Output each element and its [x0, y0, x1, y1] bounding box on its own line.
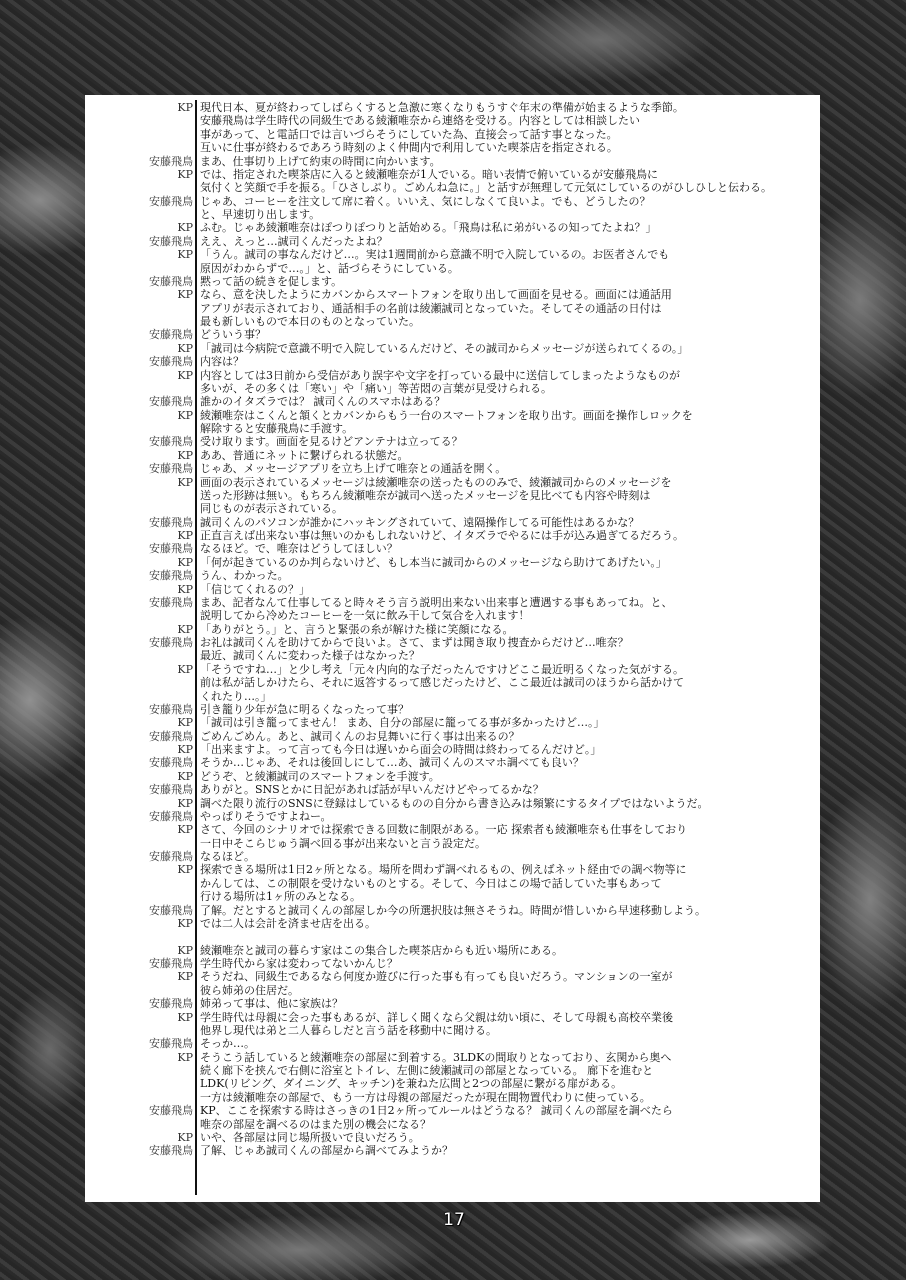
dialogue-text: 説明してから冷めたコーヒーを一気に飲み干して気合を入れます！: [200, 609, 530, 623]
dialogue-line: [85, 208, 820, 221]
dialogue-text: 他界し現代は弟と二人暮らしだと言う話を移動中に聞ける。: [200, 1023, 497, 1037]
dialogue-text: 了解。だとすると誠司くんの部屋しか今の所選択肢は無さそうね。時間が惜しいから早速移動しよう。: [200, 903, 706, 917]
speaker-label: 安藤飛鳥: [149, 435, 193, 449]
dialogue-line: [85, 248, 820, 261]
dialogue-text: 安藤飛鳥は学生時代の同級生である綾瀬唯奈から連絡を受ける。内容としては相談したい: [200, 114, 640, 128]
dialogue-line: [85, 476, 820, 489]
speaker-label: 安藤飛鳥: [149, 328, 193, 342]
dialogue-line: [85, 837, 820, 850]
dialogue-text: 最近、誠司くんに変わった様子はなかった？: [200, 649, 420, 663]
dialogue-text: 調べた限り流行のSNSに登録はしているものの自分から書き込みは頻繁にするタイプではないようだ。: [200, 796, 709, 810]
speaker-label: KP: [177, 101, 193, 114]
dialogue-text: 誠司くんのパソコンが誰かにハッキングされていて、遠隔操作してる可能性はあるかな？: [200, 515, 640, 529]
dialogue-text: では二人は会計を済ませ店を出る。: [200, 916, 376, 930]
dialogue-text: 了解、じゃあ誠司くんの部屋から調べてみようか？: [200, 1144, 453, 1158]
dialogue-line: [85, 783, 820, 796]
dialogue-text: 綾瀬唯奈と誠司の暮らす家はこの集合した喫茶店からも近い場所にある。: [200, 943, 563, 957]
speaker-label: 安藤飛鳥: [149, 997, 193, 1011]
speaker-label: 安藤飛鳥: [149, 702, 193, 716]
dialogue-text: 「うん。誠司の事なんだけど…。実は1週間前から意識不明で入院しているの。お医者さんでも: [200, 248, 670, 262]
dialogue-line: [85, 770, 820, 783]
speaker-label: 安藤飛鳥: [149, 783, 193, 797]
speaker-label: 安藤飛鳥: [149, 729, 193, 743]
dialogue-text: 「ありがとう。」と、言うと緊張の糸が解けた様に笑顔になる。: [200, 622, 514, 636]
dialogue-text: 気付くと笑顔で手を振る。「ひさしぶり。ごめんね急に。」と話すが無理して元気にしているのがひしひしと伝わる。: [200, 181, 772, 195]
dialogue-text: お礼は誠司くんを助けてからで良いよ。さて、まずは聞き取り捜査からだけど…唯奈？: [200, 636, 629, 649]
speaker-label: KP: [177, 408, 193, 422]
speaker-label: KP: [177, 743, 193, 756]
dialogue-text: ああ、普通にネットに繋げられる状態だ。: [200, 448, 409, 462]
dialogue-text: 原因がわからずで…。」と、話づらそうにしている。: [200, 261, 459, 275]
dialogue-text: 姉弟って事は、他に家族は？: [200, 997, 343, 1011]
speaker-label: 安藤飛鳥: [149, 194, 193, 208]
dialogue-line: [85, 730, 820, 743]
dialogue-line: [85, 181, 820, 194]
dialogue-line: [85, 1064, 820, 1077]
dialogue-line: [85, 1118, 820, 1131]
dialogue-text: 綾瀬唯奈はこくんと頷くとカバンからもう一台のスマートフォンを取り出す。画面を操作しロックを: [200, 408, 693, 422]
dialogue-text: KP、ここを探索する時はさっきの1日2ヶ所ってルールはどうなる？ 誠司くんの部屋を調べたら: [200, 1104, 673, 1118]
speaker-label: KP: [177, 1050, 193, 1064]
dialogue-text: 唯奈の部屋を調べるのはまた別の機会になる？: [200, 1117, 431, 1131]
dialogue-text: ふむ。じゃあ綾瀬唯奈はぽつりぽつりと話始める。「飛鳥は私に弟がいるの知ってたよね？」: [200, 221, 657, 235]
dialogue-text: じゃあ、コーヒーを注文して席に着く。いいえ、気にしなくて良いよ。でも、どうしたの？: [200, 194, 651, 208]
dialogue-text: 送った形跡は無い。もちろん綾瀬唯奈が誠司へ送ったメッセージを見比べても内容や時刻は: [200, 488, 651, 502]
dialogue-line: [85, 101, 820, 114]
dialogue-text: 「そうですね…」と少し考え「元々内向的な子だったんですけどここ最近明るくなった気がする。: [200, 662, 684, 676]
speaker-label: 安藤飛鳥: [149, 1144, 193, 1158]
dialogue-text: 解除すると安藤飛鳥に手渡す。: [200, 422, 354, 435]
dialogue-line: [85, 462, 820, 475]
dialogue-line: [85, 649, 820, 662]
dialogue-text: 探索できる場所は1日2ヶ所となる。場所を問わず調べれるもの、例えばネット経由での調べ物等に: [200, 863, 687, 877]
speaker-label: 安藤飛鳥: [149, 462, 193, 476]
dialogue-text: 画面の表示されているメッセージは綾瀬唯奈の送ったもののみで、綾瀬誠司からのメッセージを: [200, 475, 672, 489]
dialogue-line: [85, 435, 820, 448]
dialogue-text: なるほど。: [200, 850, 255, 863]
dialogue-line: [85, 583, 820, 596]
page-number: 17: [443, 1210, 465, 1230]
dialogue-line: [85, 556, 820, 569]
dialogue-line: [85, 235, 820, 248]
speaker-label: KP: [177, 1130, 193, 1144]
dialogue-line: [85, 529, 820, 542]
dialogue-line: [85, 850, 820, 863]
dialogue-text: 続く廊下を挟んで右側に浴室とトイレ、左側に綾瀬誠司の部屋となっている。 廊下を進むと: [200, 1064, 654, 1077]
dialogue-line: [85, 542, 820, 555]
speaker-label: 安藤飛鳥: [149, 274, 193, 288]
dialogue-line: [85, 863, 820, 876]
dialogue-text: 同じものが表示されている。: [200, 502, 343, 516]
dialogue-text: そっか…。: [200, 1037, 255, 1051]
speaker-label: 安藤飛鳥: [149, 1104, 193, 1118]
dialogue-text: 一方は綾瀬唯奈の部屋で、もう一方は母親の部屋だったが現在間物置代わりに使っている。: [200, 1090, 651, 1104]
dialogue-line: [85, 342, 820, 355]
dialogue-text: 彼ら姉弟の住居だ。: [200, 983, 299, 997]
dialogue-text: ありがと。SNSとかに日記があれば話が早いんだけどやってるかな？: [200, 783, 544, 797]
speaker-label: 安藤飛鳥: [149, 395, 193, 409]
dialogue-text: ごめんごめん。あと、誠司くんのお見舞いに行く事は出来るの？: [200, 729, 520, 743]
dialogue-text: 黙って話の続きを促します。: [200, 274, 343, 288]
dialogue-line: [85, 315, 820, 328]
dialogue-text: 事があって、と電話口では言いづらそうにしていた為、直接会って話す事となった。: [200, 127, 618, 141]
dialogue-text: やっぱりそうですよねー。: [200, 809, 332, 823]
dialogue-text: ええ、えっと…誠司くんだったよね？: [200, 234, 388, 248]
dialogue-text: かんしては、この制限を受けないものとする。そして、今日はこの場で話していた事もあって: [200, 876, 662, 890]
dialogue-line: [85, 596, 820, 609]
dialogue-line: [85, 703, 820, 716]
speaker-label: KP: [177, 167, 193, 181]
speaker-label: KP: [177, 368, 193, 382]
dialogue-line: [85, 904, 820, 917]
dialogue-text: 「誠司は今病院で意識不明で入院しているんだけど、その誠司からメッセージが送られてくるの。」: [200, 341, 689, 355]
speaker-label: 安藤飛鳥: [149, 850, 193, 863]
dialogue-text: じゃあ、メッセージアプリを立ち上げて唯奈との通話を開く。: [200, 462, 507, 476]
dialogue-text: まあ、記者なんて仕事してると時々そう言う説明出来ない出来事と遭遇する事もあってね。と、: [200, 595, 673, 609]
dialogue-line: [85, 382, 820, 395]
dialogue-line: [85, 1051, 820, 1064]
dialogue-line: [85, 690, 820, 703]
dialogue-line: [85, 128, 820, 141]
dialogue-text: さて、今回のシナリオでは探索できる回数に制限がある。一応 探索者も綾瀬唯奈も仕事をしており: [200, 823, 688, 837]
dialogue-line: [85, 141, 820, 154]
dialogue-line: [85, 328, 820, 341]
dialogue-line: [85, 756, 820, 769]
dialogue-text: そうこう話していると綾瀬唯奈の部屋に到着する。3LDKの間取りとなっており、玄関から奥へ: [200, 1050, 672, 1064]
dialogue-text: アプリが表示されており、通話相手の名前は綾瀬誠司となっていた。そしてその通話の日付は: [200, 301, 662, 315]
dialogue-line: [85, 1011, 820, 1024]
speaker-label: KP: [177, 448, 193, 462]
dialogue-text: 学生時代から家は変わってないかんじ？: [200, 957, 398, 970]
speaker-label: KP: [177, 475, 193, 489]
speaker-label: KP: [177, 943, 193, 957]
dialogue-line: [85, 221, 820, 234]
dialogue-text: 引き籠り少年が急に明るくなったって事？: [200, 702, 409, 716]
speaker-label: KP: [177, 716, 193, 730]
speaker-label: KP: [177, 221, 193, 235]
speaker-label: KP: [177, 1010, 193, 1024]
dialogue-text: 正直言えば出来ない事は無いのかもしれないけど、イタズラでやるには手が込み過ぎてるだろう。: [200, 529, 684, 542]
dialogue-text: 学生時代は母親に会った事もあるが、詳しく聞くなら父親は幼い頃に、そして母親も高校卒業後: [200, 1010, 673, 1024]
dialogue-text: そうだね、同級生であるなら何度か遊びに行った事も有っても良いだろう。マンションの一室が: [200, 970, 673, 984]
dialogue-line: [85, 369, 820, 382]
speaker-label: KP: [177, 529, 193, 542]
speaker-label: KP: [177, 796, 193, 810]
dialogue-text: まあ、仕事切り上げて約束の時間に向かいます。: [200, 154, 441, 168]
speaker-label: 安藤飛鳥: [149, 355, 193, 369]
dialogue-line: [85, 155, 820, 168]
dialogue-text: 最も新しいもので本日のものとなっていた。: [200, 315, 420, 328]
dialogue-line: [85, 716, 820, 729]
speaker-label: KP: [177, 622, 193, 636]
speaker-label: 安藤飛鳥: [149, 595, 193, 609]
dialogue-line: [85, 114, 820, 127]
speaker-label: 安藤飛鳥: [149, 636, 193, 649]
speaker-label: 安藤飛鳥: [149, 542, 193, 556]
dialogue-line: [85, 1024, 820, 1037]
dialogue-line: [85, 288, 820, 301]
document-page: [85, 95, 820, 1202]
dialogue-line: [85, 743, 820, 756]
dialogue-line: [85, 1144, 820, 1157]
dialogue-line: [85, 823, 820, 836]
dialogue-line: [85, 609, 820, 622]
speaker-label: KP: [177, 662, 193, 676]
speaker-label: 安藤飛鳥: [149, 154, 193, 168]
speaker-label: KP: [177, 288, 193, 302]
dialogue-line: [85, 877, 820, 890]
speaker-label: 安藤飛鳥: [149, 515, 193, 529]
speaker-label: KP: [177, 823, 193, 837]
dialogue-text: 「出来ますよ。って言っても今日は遅いから面会の時間は終わってるんだけど。」: [200, 743, 602, 756]
dialogue-text: うん、わかった。: [200, 569, 289, 583]
dialogue-transcript: [85, 101, 820, 1158]
dialogue-text: 誰かのイタズラでは？ 誠司くんのスマホはある？: [200, 395, 446, 409]
dialogue-line: [85, 422, 820, 435]
dialogue-text: 「何が起きているのか判らないけど、もし本当に誠司からのメッセージなら助けてあげたい。」: [200, 555, 667, 569]
dialogue-line: [85, 970, 820, 983]
dialogue-line: [85, 636, 820, 649]
speaker-label: KP: [177, 863, 193, 877]
speaker-label: 安藤飛鳥: [149, 1037, 193, 1051]
speaker-label: KP: [177, 555, 193, 569]
speaker-label: KP: [177, 916, 193, 930]
speaker-label: 安藤飛鳥: [149, 957, 193, 970]
dialogue-line: [85, 1077, 820, 1090]
dialogue-line: [85, 663, 820, 676]
dialogue-text: 受け取ります。画面を見るけどアンテナは立ってる？: [200, 435, 463, 449]
dialogue-text: 行ける場所は1ヶ所のみとなる。: [200, 890, 361, 904]
dialogue-line: [85, 1104, 820, 1117]
dialogue-text: なるほど。で、唯奈はどうしてほしい？: [200, 542, 398, 556]
dialogue-text: どうぞ、と綾瀬誠司のスマートフォンを手渡す。: [200, 769, 440, 783]
speaker-label: 安藤飛鳥: [149, 809, 193, 823]
dialogue-line: [85, 569, 820, 582]
dialogue-text: 互いに仕事が終わるであろう時刻のよく仲間内で利用していた喫茶店を指定される。: [200, 141, 618, 155]
dialogue-line: [85, 516, 820, 529]
dialogue-line: [85, 984, 820, 997]
dialogue-line: [85, 997, 820, 1010]
speaker-label: 安藤飛鳥: [149, 569, 193, 583]
dialogue-line: [85, 676, 820, 689]
dialogue-line: [85, 275, 820, 288]
speaker-label: KP: [177, 769, 193, 783]
dialogue-text: 現代日本、夏が終わってしばらくすると急激に寒くなりもうすぐ年末の準備が始まるような季節。: [200, 101, 684, 114]
dialogue-line: [85, 502, 820, 515]
dialogue-line: [85, 890, 820, 903]
dialogue-line: [85, 449, 820, 462]
dialogue-line: [85, 1091, 820, 1104]
dialogue-text: 「信じてくれるの？」: [200, 582, 310, 596]
dialogue-line: [85, 195, 820, 208]
dialogue-line: [85, 1131, 820, 1144]
dialogue-text: と、早速切り出します。: [200, 208, 321, 221]
dialogue-text: 内容は？: [200, 355, 244, 369]
dialogue-line: [85, 302, 820, 315]
dialogue-line: [85, 1037, 820, 1050]
dialogue-text: 一日中そこらじゅう調べ回る事が出来ないと言う設定だ。: [200, 836, 486, 850]
dialogue-line: [85, 623, 820, 636]
dialogue-text: 内容としては3日前から受信があり誤字や文字を打っている最中に送信してしまったようなものが: [200, 368, 680, 382]
speaker-label: 安藤飛鳥: [149, 903, 193, 917]
dialogue-line: [85, 168, 820, 181]
dialogue-line: [85, 917, 820, 930]
dialogue-text: 多いが、その多くは「寒い」や「痛い」等苦悶の言葉が見受けられる。: [200, 381, 552, 395]
dialogue-line: [85, 810, 820, 823]
dialogue-text: なら、意を決したようにカバンからスマートフォンを取り出して画面を見せる。画面には通話用: [200, 288, 672, 302]
speaker-label: KP: [177, 248, 193, 262]
dialogue-text: では、指定された喫茶店に入ると綾瀬唯奈が1人でいる。暗い表情で俯いているが安藤飛鳥に: [200, 167, 658, 181]
dialogue-line: [85, 489, 820, 502]
dialogue-text: 前は私が話しかけたら、それに返答するって感じだったけど、ここ最近は誠司のほうから話かけて: [200, 676, 684, 690]
dialogue-text: 「誠司は引き籠ってません！ まあ、自分の部屋に籠ってる事が多かったけど…。」: [200, 716, 605, 730]
dialogue-line: [85, 797, 820, 810]
dialogue-line: [85, 944, 820, 957]
speaker-label: KP: [177, 582, 193, 596]
speaker-label: KP: [177, 970, 193, 984]
dialogue-line: [85, 355, 820, 368]
dialogue-line: [85, 395, 820, 408]
speaker-label: 安藤飛鳥: [149, 234, 193, 248]
dialogue-text: いや、各部屋は同じ場所扱いで良いだろう。: [200, 1130, 420, 1144]
dialogue-text: くれたり…。」: [200, 689, 272, 703]
speaker-label: KP: [177, 341, 193, 355]
speaker-label: 安藤飛鳥: [149, 756, 193, 770]
dialogue-line: [85, 957, 820, 970]
dialogue-line: [85, 930, 820, 943]
dialogue-line: [85, 262, 820, 275]
dialogue-text: どういう事？: [200, 328, 266, 342]
dialogue-line: [85, 409, 820, 422]
dialogue-text: LDK(リビング、ダイニング、キッチン)を兼ねた広間と2つの部屋に繋がる扉がある。: [200, 1077, 623, 1091]
dialogue-text: そうか…じゃあ、それは後回しにして…あ、誠司くんのスマホ調べても良い？: [200, 756, 584, 770]
